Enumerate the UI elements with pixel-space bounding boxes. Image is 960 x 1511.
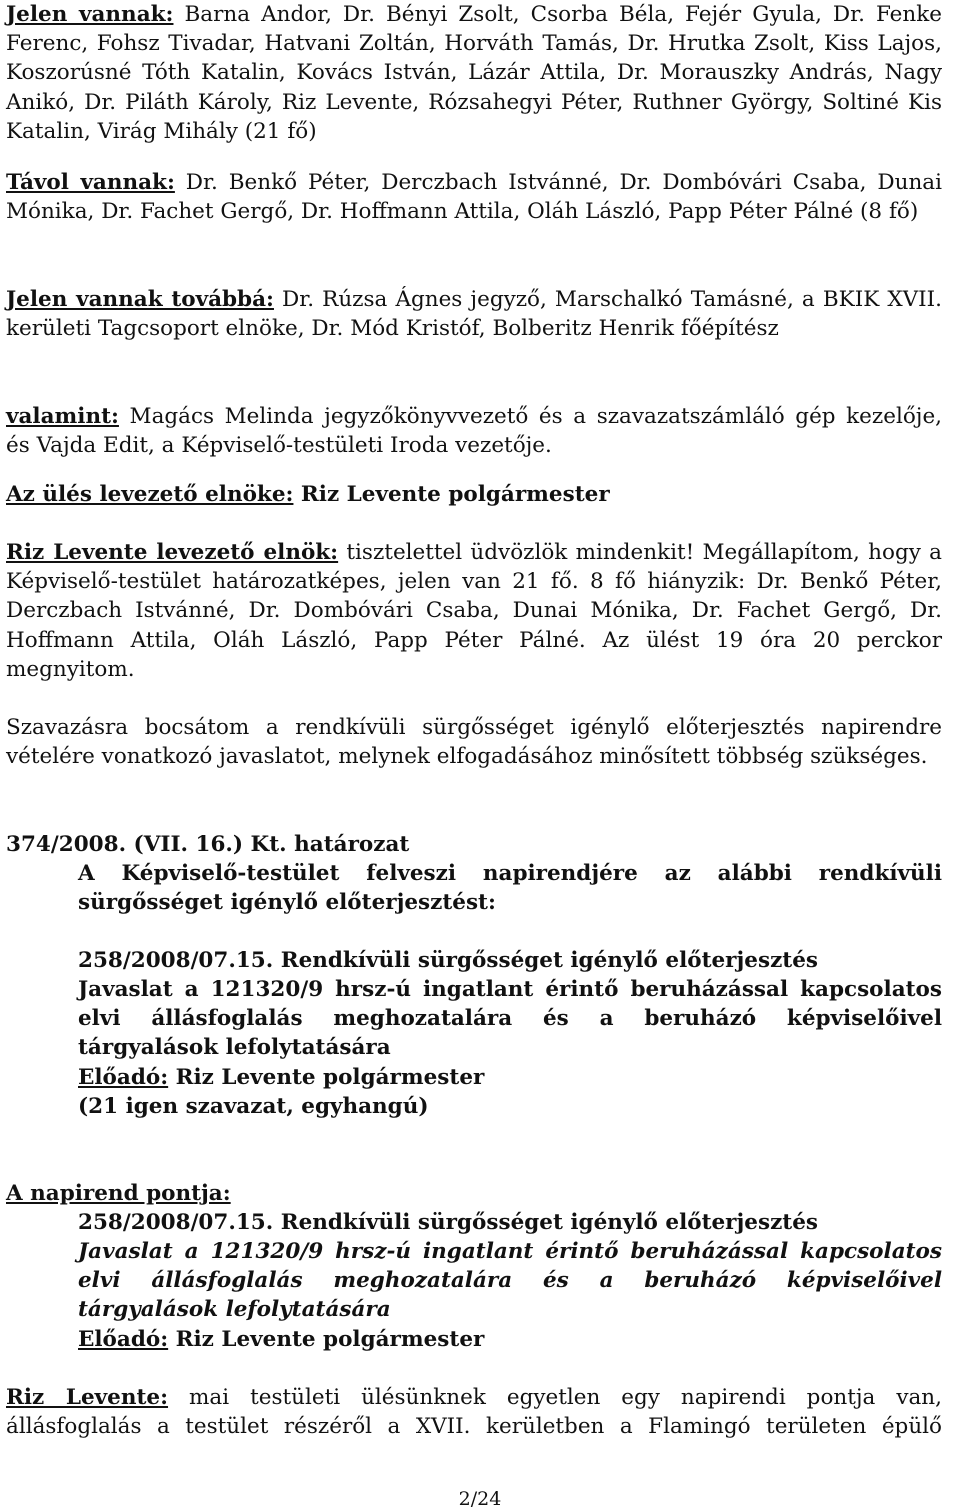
present-members-paragraph	[6, 0, 942, 146]
resolution-item-title: 258/2008/07.15. Rendkívüli sürgősséget igénylő előterjesztés	[78, 948, 818, 973]
opening-speaker: Riz Levente levezető elnök:	[6, 540, 339, 565]
absent-label: Távol vannak:	[6, 170, 175, 195]
also-present-label: Jelen vannak továbbá:	[6, 287, 274, 312]
resolution-item-text: Javaslat a 121320/9 hrsz-ú ingatlant érintő beruházással kapcsolatos elvi állásfoglalás meghozatalára és a beruházó képviselőivel tárgyalások lefolytatására	[78, 977, 942, 1061]
also-present-paragraph	[6, 285, 942, 343]
closing-speaker: Riz Levente:	[6, 1385, 169, 1410]
present-members-text: Barna Andor, Dr. Bényi Zsolt, Csorba Béla, Fejér Gyula, Dr. Fenke Ferenc, Fohsz Tivadar, Hatvani Zoltán, Horváth Tamás, Dr. Hrutka Zsolt, Kiss Lajos, Koszorúsné Tóth Katalin, Kovács István, Lázár Attila, Dr. Morauszky András, Nagy Anikó, Dr. Piláth Károly, Riz Levente, Rózsahegyi Péter, Ruthner György, Soltiné Kis Katalin, Virág Mihály (21 fő)	[6, 2, 943, 144]
absent-members-text: Dr. Benkő Péter, Derczbach Istvánné, Dr. Dombóvári Csaba, Dunai Mónika, Dr. Fachet Gergő, Dr. Hoffmann Attila, Oláh László, Papp Péter Pálné (8 fő)	[6, 170, 942, 225]
agenda-item-title: 258/2008/07.15. Rendkívüli sürgősséget igénylő előterjesztés	[78, 1210, 818, 1235]
page-number: 2/24	[458, 1488, 502, 1510]
chair-line	[6, 480, 942, 509]
vote-call-paragraph: Szavazásra bocsátom a rendkívüli sürgősséget igénylő előterjesztés napirendre vételére vonatkozó javaslatot, melynek elfogadásához minősített többség szükséges.	[6, 715, 942, 770]
closing-paragraph	[6, 1383, 942, 1441]
chair-label: Az ülés levezető elnöke:	[6, 482, 294, 507]
agenda-presenter-label: Előadó:	[78, 1327, 169, 1352]
resolution-presenter-name: Riz Levente polgármester	[168, 1065, 485, 1090]
also-label: valamint:	[6, 404, 119, 429]
also-paragraph	[6, 402, 942, 460]
agenda-presenter-name: Riz Levente polgármester	[168, 1327, 485, 1352]
agenda-item-text: Javaslat a 121320/9 hrsz-ú ingatlant érintő beruházással kapcsolatos elvi állásfoglalás meghozatalára és a beruházó képviselőivel tárgyalások lefolytatására	[78, 1239, 942, 1323]
resolution-presenter-label: Előadó:	[78, 1065, 169, 1090]
resolution-word: határozat	[286, 832, 410, 857]
present-label: Jelen vannak:	[6, 2, 174, 27]
closing-text: mai testületi ülésünknek egyetlen egy napirendi pontja van, állásfoglalás a testület részéről a XVII. kerületben a Flamingó területen épülő	[6, 1385, 942, 1440]
opening-text: tisztelettel üdvözlök mindenkit! Megállapítom, hogy a Képviselő-testület határozatképes, jelen van 21 fő. 8 fő hiányzik: Dr. Benkő Péter, Derczbach Istvánné, Dr. Dombóvári Csaba, Dunai Mónika, Dr. Fachet Gergő, Dr. Hoffmann Attila, Oláh László, Papp Péter Pálné. Az ülést 19 óra 20 perckor megnyitom.	[6, 540, 942, 682]
also-present-text: Dr. Rúzsa Ágnes jegyző, Marschalkó Tamásné, a BKIK XVII. kerületi Tagcsoport elnöke, Dr. Mód Kristóf, Bolberitz Henrik főépítész	[6, 287, 942, 342]
resolution-presenter	[78, 1063, 942, 1092]
resolution-vote-result: (21 igen szavazat, egyhangú)	[78, 1094, 429, 1119]
absent-members-paragraph	[6, 168, 942, 226]
chair-name: Riz Levente polgármester	[293, 482, 610, 507]
agenda-label: A napirend pontja:	[6, 1181, 231, 1206]
opening-paragraph	[6, 538, 942, 684]
also-text: Magács Melinda jegyzőkönyvvezető és a szavazatszámláló gép kezelője, és Vajda Edit, a Képviselő-testületi Iroda vezetője.	[6, 404, 942, 459]
resolution-number	[6, 830, 942, 859]
resolution-number-text: 374/2008. (VII. 16.) Kt.	[6, 832, 287, 857]
agenda-presenter	[78, 1325, 942, 1354]
resolution-text: A Képviselő-testület felveszi napirendjére az alábbi rendkívüli sürgősséget igénylő előterjesztést:	[78, 861, 942, 916]
